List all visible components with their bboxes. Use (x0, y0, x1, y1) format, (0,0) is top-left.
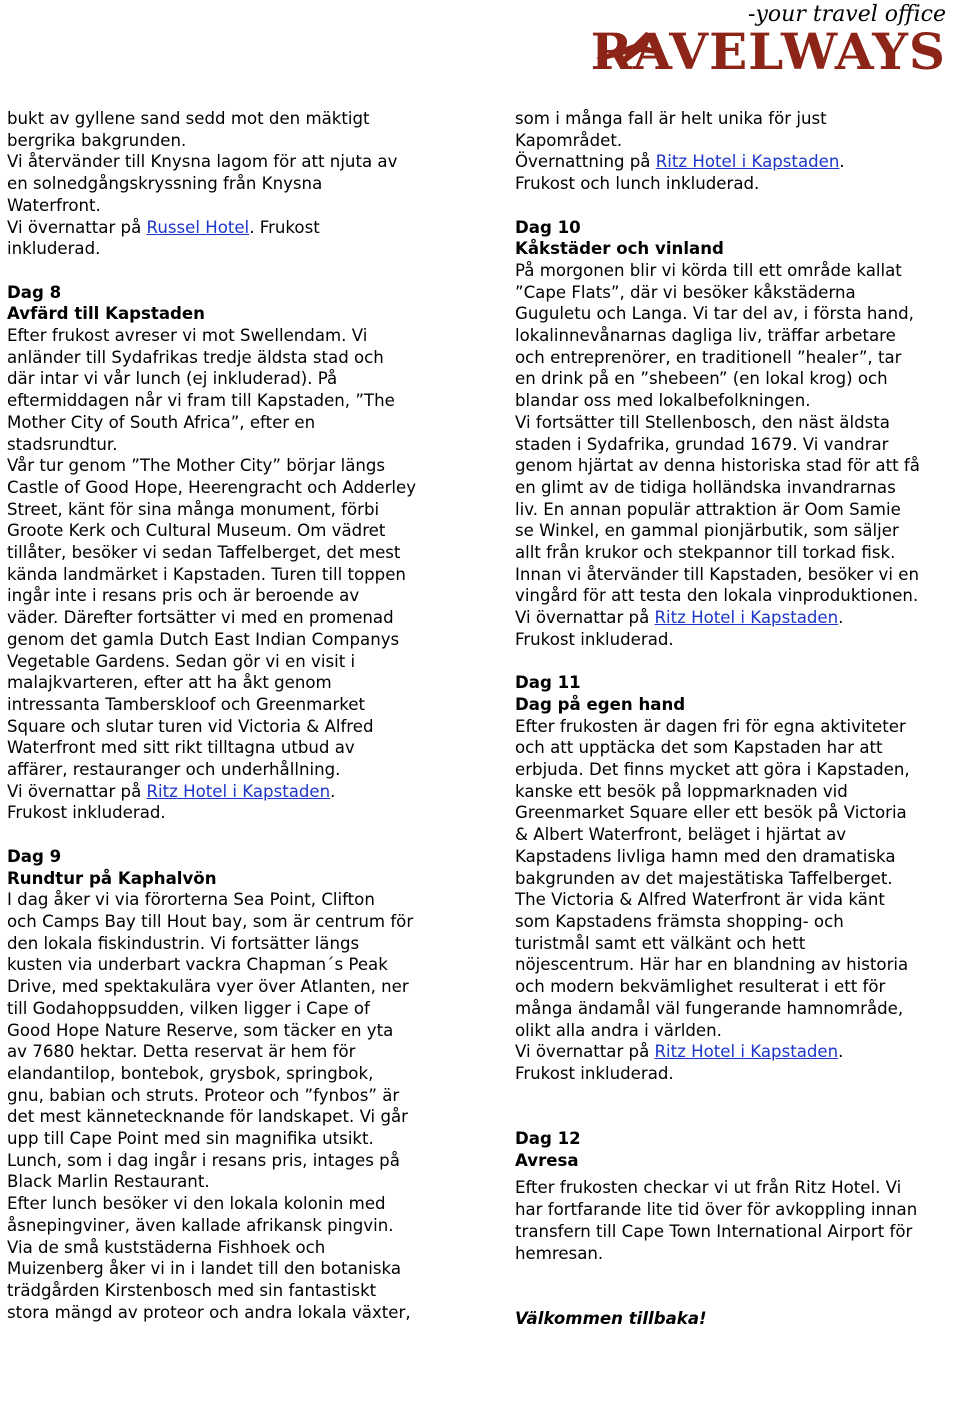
stay-suffix: . (839, 152, 845, 172)
text-line: Guguletu och Langa. Vi tar del av, i första hand, (515, 304, 914, 324)
text-line: en drink på en ”shebeen” (en lokal krog) och (515, 369, 888, 389)
text-line: bukt av gyllene sand sedd mot den mäktigt (7, 109, 370, 128)
stay-prefix: Vi övernattar på (7, 781, 147, 801)
text-line: liv. En annan populär attraktion är Oom Samie (515, 499, 901, 519)
text-line: genom det gamla Dutch East Indian Companys (7, 629, 400, 649)
text-line: Kapområdet. (515, 130, 623, 150)
text-line: Waterfront med sitt rikt tilltagna utbud av (7, 738, 355, 758)
meals-line: Frukost inkluderad. (7, 803, 166, 823)
text-line: I dag åker vi via förorterna Sea Point, Clifton (7, 890, 375, 910)
logo-brand: RAVELWAYS (590, 22, 946, 81)
text-line: och modern bekvämlighet resulterat i ett för (515, 977, 886, 997)
text-line: Muizenberg åker vi in i landet till den botaniska (7, 1259, 402, 1279)
stay-suffix: . (838, 608, 844, 628)
text-line: transfern till Cape Town International Airport för (515, 1221, 913, 1241)
text-line: Vi fortsätter till Stellenbosch, den näst äldsta (515, 412, 890, 432)
text-line: Via de små kuststäderna Fishhoek och (7, 1237, 326, 1257)
stay-suffix: . (330, 781, 336, 801)
day11-title: Dag på egen hand (515, 694, 686, 714)
text-line: bergrika bakgrunden. (7, 130, 187, 150)
text-line: har fortfarande lite tid över för avkoppling innan (515, 1200, 918, 1220)
text-line: anländer till Sydafrikas tredje äldsta stad och (7, 347, 384, 367)
text-line: allt från krukor och stekpannor till torkad fisk. (515, 543, 896, 563)
text-line: trädgården Kirstenbosch med sin fantastiskt (7, 1280, 377, 1300)
stay-prefix: Vi övernattar på (515, 608, 655, 628)
ritz-hotel-link[interactable]: Ritz Hotel i Kapstaden (654, 608, 839, 628)
text-line: som i många fall är helt unika för just (515, 109, 827, 128)
text-line: och att upptäcka det som Kapstaden har att (515, 738, 883, 758)
stay-line (515, 151, 955, 173)
day9-title: Rundtur på Kaphalvön (7, 868, 217, 888)
text-line: ”Cape Flats”, där vi besöker kåkstäderna (515, 282, 856, 302)
text-line: Vår tur genom ”The Mother City” börjar längs (7, 456, 386, 476)
day9-body (7, 889, 457, 1323)
text-line: gnu, babian och struts. Proteor och ”fynbos” är (7, 1085, 400, 1105)
text-line: Street, känt för sina många monument, förbi (7, 499, 380, 519)
text-line: många ändamål väl fungerande hamnområde, (515, 998, 904, 1018)
logo-tagline: -your travel office (748, 2, 946, 27)
russel-hotel-link[interactable]: Russel Hotel (146, 217, 250, 237)
stay-prefix: Övernattning på (515, 152, 656, 172)
text-line: staden i Sydafrika, grundad 1679. Vi vandrar (515, 434, 889, 454)
text-line: hemresan. (515, 1243, 604, 1263)
meals-line: Frukost och lunch inkluderad. (515, 174, 760, 194)
day11-body (515, 716, 955, 1042)
left-column (7, 108, 457, 1323)
stay-prefix: Vi övernattar på (7, 217, 147, 237)
text-line: Castle of Good Hope, Heerengracht och Adderley (7, 477, 417, 497)
day10-title: Kåkstäder och vinland (515, 239, 724, 259)
text-line: upp till Cape Point med sin magnifika utsikt. (7, 1129, 374, 1149)
text-line: Good Hope Nature Reserve, som täcker en yta (7, 1020, 394, 1040)
text-line: Efter frukost avreser vi mot Swellendam. Vi (7, 326, 368, 346)
text-line: Lunch, som i dag ingår i resans pris, intages på (7, 1150, 400, 1170)
stay-line (515, 607, 955, 629)
text-line: bakgrunden av det majestätiska Taffelberget. (515, 868, 893, 888)
text-line: & Albert Waterfront, beläget i hjärtat av (515, 825, 847, 845)
text-line: Mother City of South Africa”, efter en (7, 412, 316, 432)
text-line: Drive, med spektakulära vyer över Atlanten, ner (7, 977, 409, 997)
text-line: Innan vi återvänder till Kapstaden, besöker vi en (515, 564, 919, 584)
text-line: ingår inte i resans pris och är beroende av (7, 586, 360, 606)
text-line: kusten via underbart vackra Chapman´s Peak (7, 955, 388, 975)
day10-number: Dag 10 (515, 217, 581, 237)
day8-body (7, 325, 457, 781)
text-line: vingård för att testa den lokala vinproduktionen. (515, 586, 919, 606)
text-line: erbjuda. Det finns mycket att göra i Kapstaden, (515, 760, 910, 780)
stay-suffix: . (838, 1042, 844, 1062)
text-line: kända landmärket i Kapstaden. Turen till toppen (7, 564, 406, 584)
meals-line: Frukost inkluderad. (515, 1063, 674, 1083)
day8-title: Avfärd till Kapstaden (7, 304, 205, 324)
text-line: Greenmarket Square eller ett besök på Victoria (515, 803, 907, 823)
text-line: där intar vi vår lunch (ej inkluderad). På (7, 369, 338, 389)
text-line: The Victoria & Alfred Waterfront är vida känt (515, 890, 885, 910)
text-line: till Godahoppsudden, vilken ligger i Cape of (7, 998, 370, 1018)
text-line: genom hjärtat av denna historiska stad för att få (515, 456, 920, 476)
welcome-back: Välkommen tillbaka! (515, 1308, 707, 1328)
text-line: På morgonen blir vi körda till ett område kallat (515, 260, 902, 280)
text-line: tillåter, besöker vi sedan Taffelberget, det mest (7, 543, 401, 563)
text-line: eftermiddagen når vi fram till Kapstaden, ”The (7, 391, 395, 411)
text-line: Vegetable Gardens. Sedan gör vi en visit i (7, 651, 356, 671)
travelways-logo (590, 2, 954, 98)
text-line: och entreprenörer, en traditionell ”healer”, tar (515, 347, 902, 367)
text-line: turistmål samt ett välkänt och hett (515, 933, 806, 953)
ritz-hotel-link[interactable]: Ritz Hotel i Kapstaden (654, 1042, 839, 1062)
ritz-hotel-link[interactable]: Ritz Hotel i Kapstaden (146, 781, 331, 801)
text-line: Waterfront. (7, 195, 101, 215)
text-line: stora mängd av proteor och andra lokala växter, (7, 1302, 411, 1322)
text-line: malajkvarteren, efter att ha åkt genom (7, 673, 332, 693)
text-line: Groote Kerk och Cultural Museum. Om vädret (7, 521, 386, 541)
text-line: Vi återvänder till Knysna lagom för att njuta av (7, 152, 398, 172)
meals-line: Frukost inkluderad. (515, 629, 674, 649)
right-column (515, 108, 955, 1329)
text-line: Efter frukosten är dagen fri för egna aktiviteter (515, 716, 906, 736)
text-line: affärer, restauranger och underhållning. (7, 760, 341, 780)
text-line: lokalinnevånarnas dagliga liv, träffar arbetare (515, 326, 896, 346)
text-line: åsnepingviner, även kallade afrikansk pingvin. (7, 1215, 394, 1235)
text-line: väder. Därefter fortsätter vi med en promenad (7, 608, 394, 628)
text-line: intressanta Tamberskloof och Greenmarket (7, 694, 366, 714)
day11-number: Dag 11 (515, 673, 581, 693)
day12-body (515, 1177, 955, 1264)
day9-number: Dag 9 (7, 846, 62, 866)
text-line: som Kapstadens främsta shopping- och (515, 911, 844, 931)
stay-suffix: . Frukost (249, 217, 320, 237)
text-line: och Camps Bay till Hout bay, som är centrum för (7, 911, 414, 931)
text-line: inkluderad. (7, 239, 101, 259)
text-line: kanske ett besök på loppmarknaden vid (515, 781, 848, 801)
text-line: nöjescentrum. Här har en blandning av historia (515, 955, 909, 975)
text-line: se Winkel, en gammal pionjärbutik, som säljer (515, 521, 899, 541)
day8-number: Dag 8 (7, 282, 62, 302)
stay-line (7, 217, 457, 239)
day10-body (515, 260, 955, 607)
day12-number: Dag 12 (515, 1128, 581, 1148)
text-line: elandantilop, bontebok, grysbok, springbok, (7, 1063, 374, 1083)
text-line: det mest kännetecknande för landskapet. Vi går (7, 1107, 408, 1127)
text-line: stadsrundtur. (7, 434, 118, 454)
text-line: olikt alla andra i världen. (515, 1020, 722, 1040)
text-line: Square och slutar turen vid Victoria & Alfred (7, 716, 374, 736)
ritz-hotel-link[interactable]: Ritz Hotel i Kapstaden (655, 152, 840, 172)
text-line: Black Marlin Restaurant. (7, 1172, 210, 1192)
text-line: Kapstadens livliga hamn med den dramatiska (515, 846, 896, 866)
text-line: blandar oss med lokalbefolkningen. (515, 391, 811, 411)
stay-line (515, 1041, 955, 1063)
text-line: Efter frukosten checkar vi ut från Ritz Hotel. Vi (515, 1178, 902, 1198)
day12-title: Avresa (515, 1150, 579, 1170)
text-line: Efter lunch besöker vi den lokala kolonin med (7, 1194, 386, 1214)
stay-line (7, 781, 457, 803)
stay-prefix: Vi övernattar på (515, 1042, 655, 1062)
text-line: en solnedgångskryssning från Knysna (7, 174, 323, 194)
text-line: av 7680 hektar. Detta reservat är hem för (7, 1042, 356, 1062)
text-line: en glimt av de tidiga holländska invandrarnas (515, 477, 896, 497)
text-line: den lokala fiskindustrin. Vi fortsätter längs (7, 933, 360, 953)
